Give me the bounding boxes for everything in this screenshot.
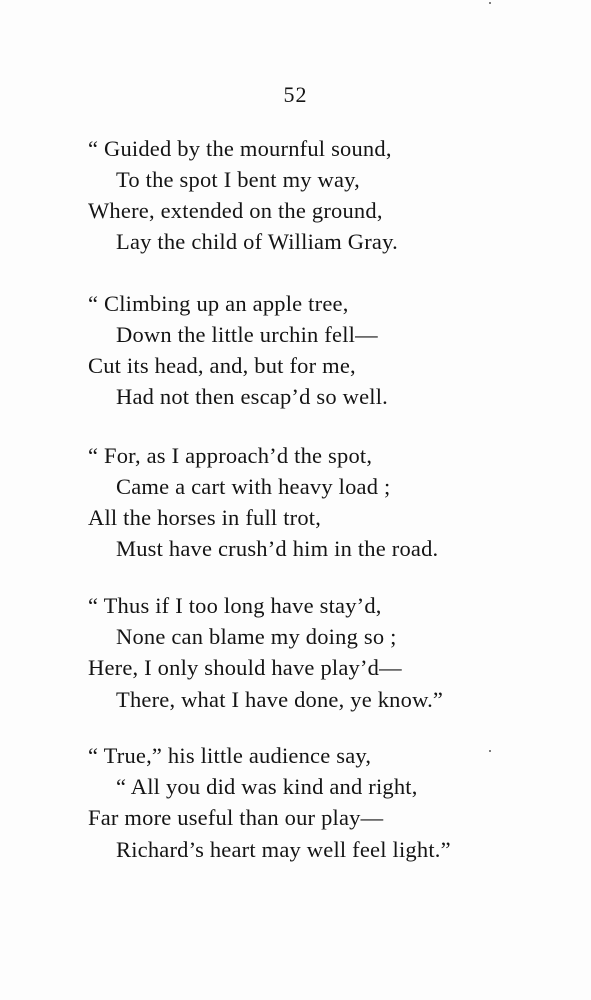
poem-line: Must have crush’d him in the road.: [116, 536, 439, 561]
poem-line: “ For, as I approach’d the spot,: [88, 443, 373, 468]
poem-line: Lay the child of William Gray.: [116, 229, 398, 254]
poem-line: All the horses in full trot,: [88, 505, 322, 530]
poem-line: Richard’s heart may well feel light.”: [116, 837, 451, 862]
poem-line: There, what I have done, ye know.”: [116, 687, 444, 712]
poem-line: None can blame my doing so ;: [116, 624, 397, 649]
poem-line: Here, I only should have play’d—: [88, 655, 402, 680]
poem-line: Had not then escap’d so well.: [116, 384, 388, 409]
poem-line: “ True,” his little audience say,: [88, 743, 372, 768]
poem-line: “ Climbing up an apple tree,: [88, 291, 349, 316]
print-speck: [489, 2, 491, 4]
poem-line: “ All you did was kind and right,: [116, 774, 418, 799]
poem-line: “ Thus if I too long have stay’d,: [88, 593, 382, 618]
poem-line: Far more useful than our play—: [88, 805, 384, 830]
poem-line: Down the little urchin fell—: [116, 322, 378, 347]
poem-line: Came a cart with heavy load ;: [116, 474, 391, 499]
poem-line: “ Guided by the mournful sound,: [88, 136, 392, 161]
poem-line: Cut its head, and, but for me,: [88, 353, 356, 378]
poem-line: To the spot I bent my way,: [116, 167, 360, 192]
print-speck: [489, 750, 491, 752]
page-number: 52: [283, 82, 308, 107]
poem-line: Where, extended on the ground,: [88, 198, 383, 223]
